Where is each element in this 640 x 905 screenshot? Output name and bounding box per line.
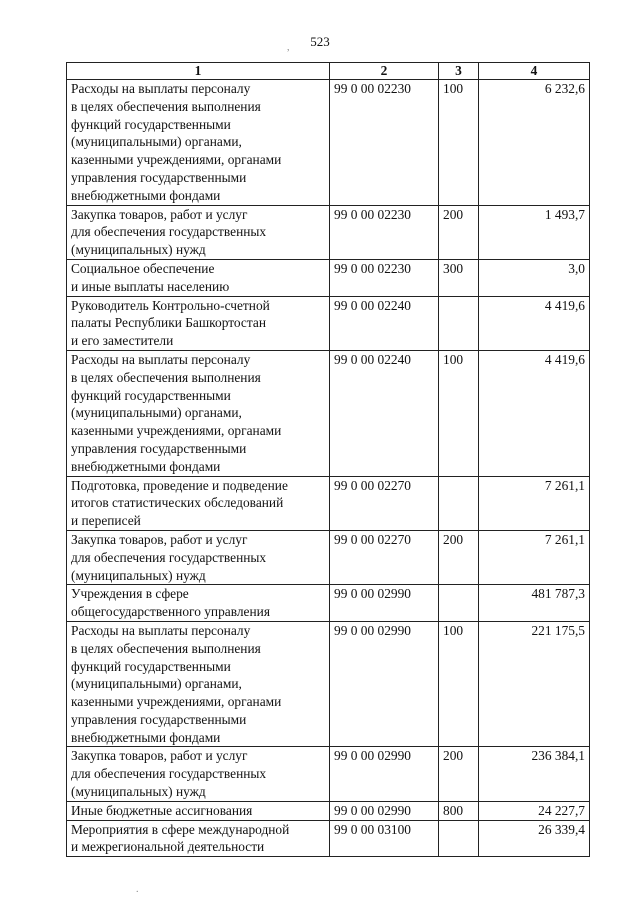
table-row [67,205,590,259]
expense-name: Иные бюджетные ассигнования [67,801,330,820]
program-code: 99 0 00 02990 [330,747,439,801]
table-row [67,820,590,857]
table-row [67,296,590,350]
expense-name: Закупка товаров, работ и услуг для обеспечения государственных (муниципальных) нужд [67,530,330,584]
amount: 1 493,7 [479,205,590,259]
expense-name: Расходы на выплаты персоналу в целях обеспечения выполнения функций государственными (муниципальными) органами, казенными учреждениями, органами управления государственными внебюджетными фондами [67,80,330,206]
amount: 24 227,7 [479,801,590,820]
amount: 6 232,6 [479,80,590,206]
scan-speck: . [136,884,139,895]
program-code: 99 0 00 02240 [330,350,439,476]
column-header-2: 2 [330,63,439,80]
program-code: 99 0 00 02990 [330,585,439,622]
expense-name: Расходы на выплаты персоналу в целях обеспечения выполнения функций государственными (муниципальными) органами, казенными учреждениями, органами управления государственными внебюджетными фондами [67,621,330,747]
column-header-4: 4 [479,63,590,80]
table-row [67,350,590,476]
budget-table [66,62,590,857]
expense-name: Мероприятия в сфере международной и межрегиональной деятельности [67,820,330,857]
scan-speck: , [287,42,290,53]
program-code: 99 0 00 02990 [330,621,439,747]
program-code: 99 0 00 02230 [330,205,439,259]
program-code: 99 0 00 02240 [330,296,439,350]
expense-type: 200 [439,530,479,584]
table-row [67,530,590,584]
program-code: 99 0 00 03100 [330,820,439,857]
table-row [67,80,590,206]
expense-type: 300 [439,259,479,296]
amount: 221 175,5 [479,621,590,747]
expense-name: Руководитель Контрольно-счетной палаты Республики Башкортостан и его заместители [67,296,330,350]
table-row [67,585,590,622]
amount: 4 419,6 [479,296,590,350]
amount: 481 787,3 [479,585,590,622]
expense-type: 200 [439,205,479,259]
expense-type [439,585,479,622]
table-row [67,747,590,801]
expense-type: 100 [439,80,479,206]
expense-type: 100 [439,621,479,747]
table-row [67,259,590,296]
amount: 26 339,4 [479,820,590,857]
expense-name: Расходы на выплаты персоналу в целях обеспечения выполнения функций государственными (муниципальными) органами, казенными учреждениями, органами управления государственными внебюджетными фондами [67,350,330,476]
program-code: 99 0 00 02230 [330,259,439,296]
column-header-3: 3 [439,63,479,80]
expense-name: Закупка товаров, работ и услуг для обеспечения государственных (муниципальных) нужд [67,205,330,259]
table-row [67,621,590,747]
table-row [67,476,590,530]
expense-type: 100 [439,350,479,476]
expense-type: 200 [439,747,479,801]
amount: 7 261,1 [479,476,590,530]
expense-name: Учреждения в сфере общегосударственного управления [67,585,330,622]
expense-type [439,476,479,530]
amount: 236 384,1 [479,747,590,801]
amount: 7 261,1 [479,530,590,584]
table-header-row [67,63,590,80]
expense-name: Закупка товаров, работ и услуг для обеспечения государственных (муниципальных) нужд [67,747,330,801]
program-code: 99 0 00 02230 [330,80,439,206]
page-number: 523 [310,34,330,49]
column-header-1: 1 [67,63,330,80]
expense-name: Подготовка, проведение и подведение итогов статистических обследований и переписей [67,476,330,530]
expense-type: 800 [439,801,479,820]
program-code: 99 0 00 02270 [330,476,439,530]
expense-type [439,296,479,350]
table-row [67,801,590,820]
expense-name: Социальное обеспечение и иные выплаты населению [67,259,330,296]
expense-type [439,820,479,857]
program-code: 99 0 00 02270 [330,530,439,584]
amount: 3,0 [479,259,590,296]
program-code: 99 0 00 02990 [330,801,439,820]
amount: 4 419,6 [479,350,590,476]
